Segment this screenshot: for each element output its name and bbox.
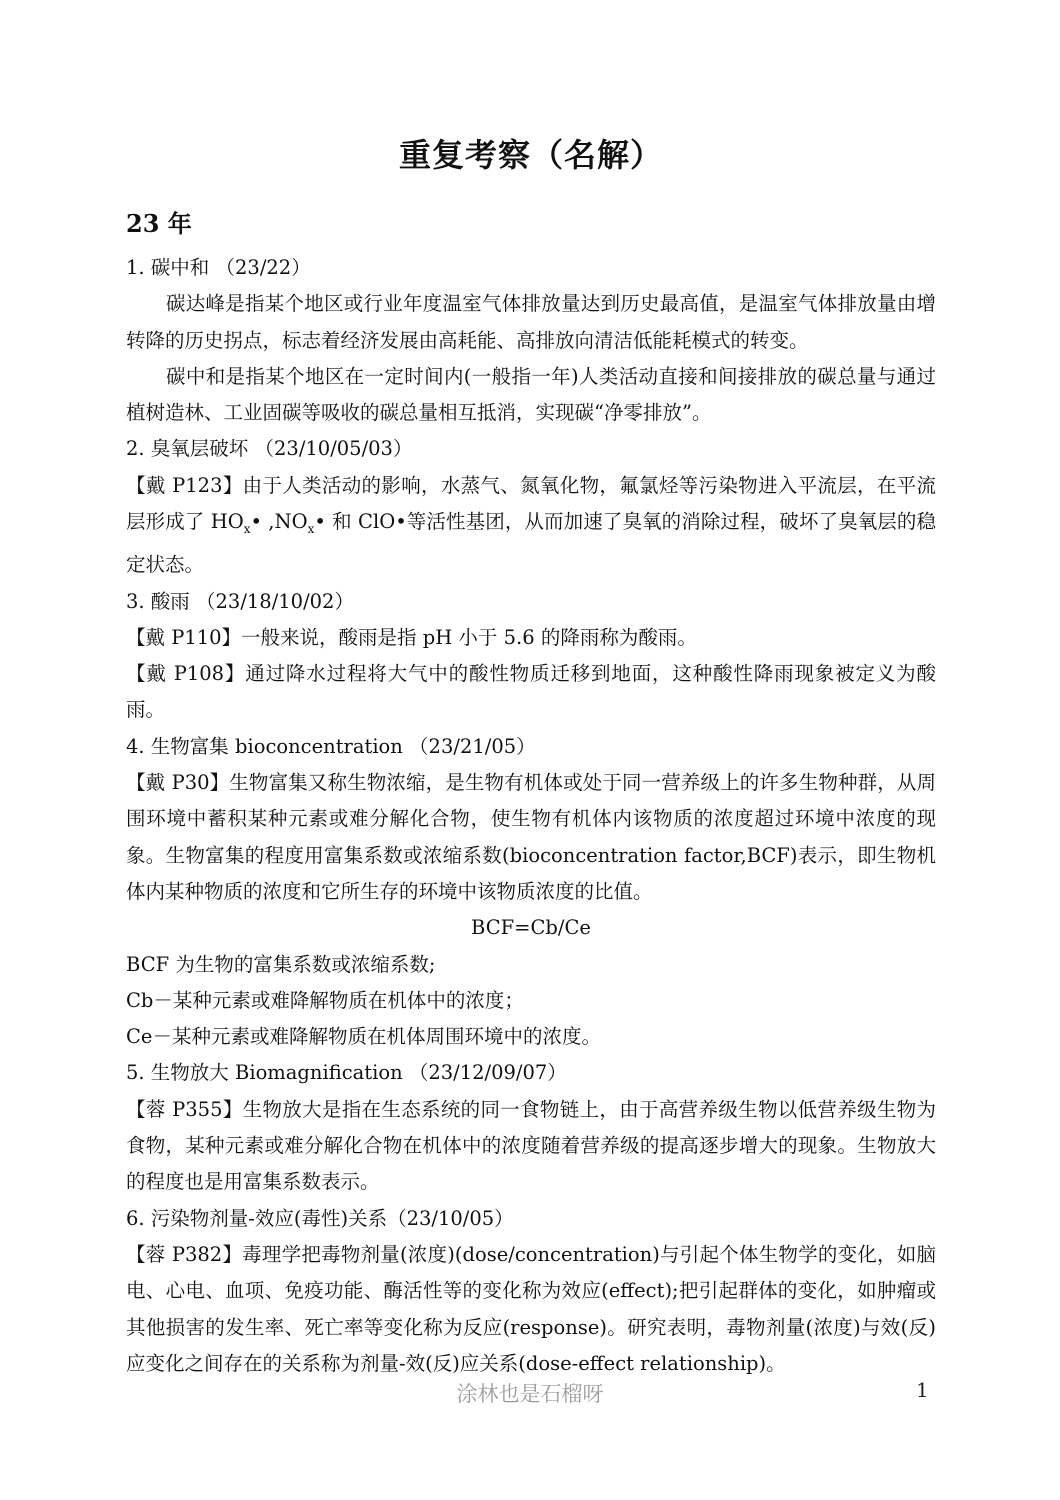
- ozone-sub-2: x: [307, 521, 315, 536]
- formula-bcf: BCF=Cb/Ce: [471, 916, 591, 940]
- item-heading-2: 2. 臭氧层破坏 （23/10/05/03）: [126, 437, 413, 461]
- page-title: 重复考察（名解）: [398, 136, 663, 174]
- item-heading-6: 6. 污染物剂量-效应(毒性)关系（23/10/05）: [126, 1206, 514, 1230]
- definition-ce: Ce－某种元素或难降解物质在机体周围环境中的浓度。: [126, 1025, 601, 1049]
- paragraph-acid-rain-2: 【戴 P108】通过降水过程将大气中的酸性物质迁移到地面，这种酸性降雨现象被定义为酸雨。: [126, 662, 936, 722]
- ozone-text-a: 【戴 P123】由于人类活动的影响，水蒸气、氮氧化物，氟氯烃等污染物进入平流层，在平流层形成了 HO: [126, 473, 936, 534]
- paragraph-bioconcentration: 【戴 P30】生物富集又称生物浓缩，是生物有机体或处于同一营养级上的许多生物种群，从周围环境中蓄积某种元素或难分解化合物，使生物有机体内该物质的浓度超过环境中浓度的现象。生物富集的程度用富集系数或浓缩系数(bioconcentration factor,BCF)表示，即生物机体内某种物质的浓度和它所生存的环境中该物质浓度的比值。: [126, 771, 936, 903]
- item-heading-3: 3. 酸雨 （23/18/10/02）: [126, 589, 354, 613]
- definition-bcf: BCF 为生物的富集系数或浓缩系数;: [126, 952, 436, 976]
- ozone-sub-1: x: [243, 521, 251, 536]
- document-page: [126, 128, 936, 1382]
- ozone-text-b: • ,NO: [250, 510, 308, 534]
- paragraph-peak-carbon: 碳达峰是指某个地区或行业年度温室气体排放量达到历史最高值，是温室气体排放量由增转降的历史拐点，标志着经济发展由高耗能、高排放向清洁低能耗模式的转变。: [126, 292, 936, 352]
- paragraph-carbon-neutral: 碳中和是指某个地区在一定时间内(一般指一年)人类活动直接和间接排放的碳总量与通过植树造林、工业固碳等吸收的碳总量相互抵消，实现碳“净零排放”。: [126, 364, 936, 425]
- paragraph-ozone: [126, 468, 936, 584]
- paragraph-biomagnification: 【蓉 P355】生物放大是指在生态系统的同一食物链上，由于高营养级生物以低营养级生物为食物，某种元素或难分解化合物在机体中的浓度随着营养级的提高逐步增大的现象。生物放大的程度也是用富集系数表示。: [126, 1097, 936, 1194]
- footer-author: 涂林也是石榴呀: [456, 1382, 604, 1406]
- paragraph-acid-rain-1: 【戴 P110】一般来说，酸雨是指 pH 小于 5.6 的降雨称为酸雨。: [126, 625, 697, 649]
- definition-cb: Cb－某种元素或难降解物质在机体中的浓度；: [126, 988, 524, 1012]
- section-heading: 23 年: [126, 209, 192, 238]
- item-heading-4: 4. 生物富集 bioconcentration （23/21/05）: [126, 734, 536, 758]
- page-number: 1: [916, 1378, 929, 1402]
- item-heading-5: 5. 生物放大 Biomagnification （23/12/09/07）: [126, 1061, 567, 1085]
- paragraph-dose-effect: 【蓉 P382】毒理学把毒物剂量(浓度)(dose/concentration)与引起个体生物学的变化，如脑电、心电、血项、免疫功能、酶活性等的变化称为效应(effect);把引起群体的变化，如肿瘤或其他损害的发生率、死亡率等变化称为反应(response)。研究表明，毒物剂量(浓度)与效(反)应变化之间存在的关系称为剂量-效(反)应关系(dose-effect relationship)。: [126, 1242, 936, 1375]
- ozone-text-c: • 和 ClO•等活性基团，从而加速了臭氧的消除过程，破坏了臭氧层的稳定状态。: [126, 510, 937, 577]
- item-heading-1: 1. 碳中和 （23/22）: [126, 256, 311, 279]
